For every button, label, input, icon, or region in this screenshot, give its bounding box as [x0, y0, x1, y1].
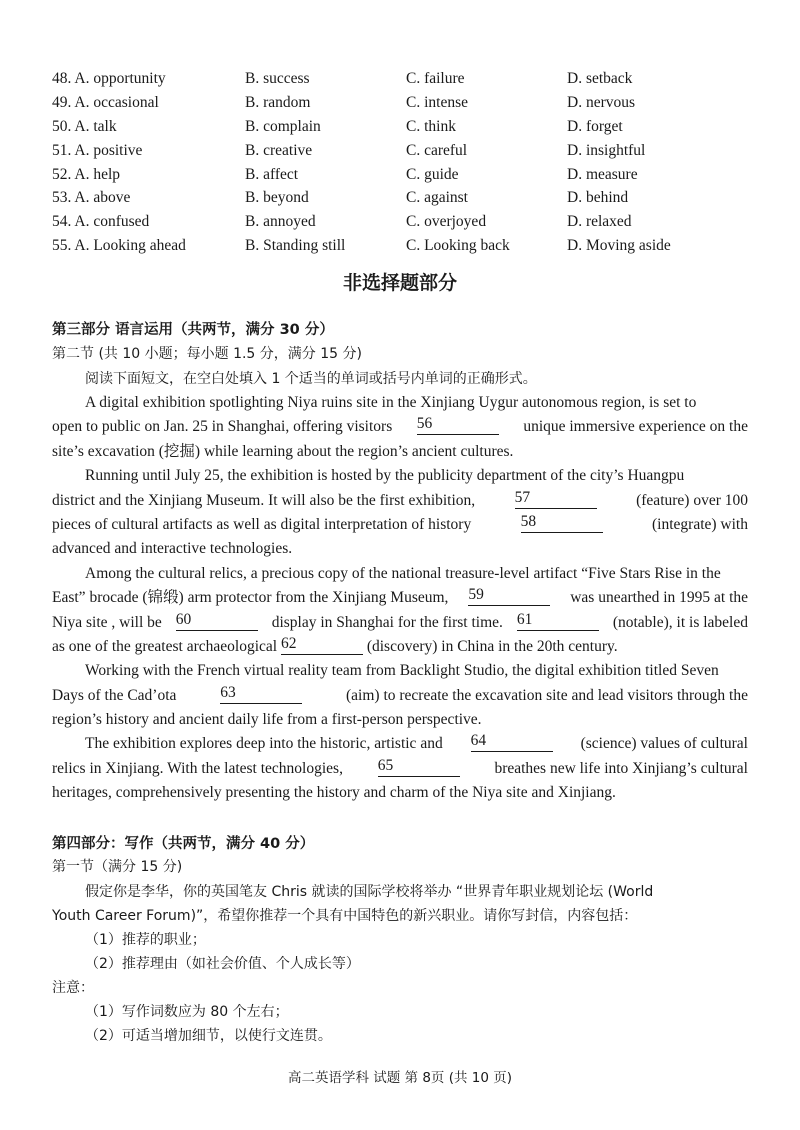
option-c: C. careful: [406, 141, 468, 159]
passage-text: East” brocade (锦缎) arm protector from the Xinjiang Museum,: [52, 589, 449, 607]
option-d: D. setback: [567, 70, 633, 87]
blank-64[interactable]: 64: [471, 732, 553, 752]
options-row-52: [52, 163, 752, 187]
passage-text: Days of the Cad’ota: [52, 686, 177, 704]
passage-text: heritages, comprehensively presenting the history and charm of the Niya site and Xinjiang.: [52, 784, 616, 802]
option-c: C. guide: [406, 165, 459, 183]
passage-line: [52, 757, 748, 781]
option-a: 50. A. talk: [52, 117, 117, 135]
cloze-passage: [52, 391, 748, 806]
option-d: D. Moving aside: [567, 237, 671, 255]
options-row-49: [52, 91, 752, 115]
passage-text: Running until July 25, the exhibition is hosted by the publicity department of the city’s Huangpu: [85, 467, 685, 485]
passage-line: [52, 440, 748, 464]
passage-text: unique immersive experience on the: [523, 418, 748, 436]
options-row-53: [52, 186, 752, 210]
passage-text: as one of the greatest archaeological: [52, 637, 278, 655]
blank-62[interactable]: 62: [281, 635, 363, 655]
blank-56[interactable]: 56: [417, 415, 499, 435]
option-c: C. think: [406, 117, 456, 135]
option-c: C. intense: [406, 93, 468, 111]
passage-text: A digital exhibition spotlighting Niya ruins site in the Xinjiang Uygur autonomous region, is set to: [85, 394, 697, 411]
blank-57[interactable]: 57: [515, 489, 597, 509]
option-b: B. success: [245, 70, 310, 87]
passage-line: [52, 562, 748, 586]
blank-65[interactable]: 65: [378, 757, 460, 777]
part3-subheading: 第二节 (共 10 小题；每小题 1.5 分，满分 15 分): [52, 346, 362, 362]
option-d: D. forget: [567, 117, 623, 135]
option-b: B. complain: [245, 117, 321, 135]
options-row-51: [52, 139, 752, 163]
passage-text: The exhibition explores deep into the historic, artistic and: [85, 735, 443, 753]
option-a: 48. A. opportunity: [52, 70, 166, 87]
passage-text: breathes new life into Xinjiang’s cultural: [494, 759, 748, 777]
page-footer: 高二英语学科 试题 第 8页 (共 10 页): [287, 1070, 513, 1086]
passage-text: display in Shanghai for the first time.: [271, 613, 503, 631]
part4-heading: 第四部分：写作（共两节，满分 40 分）: [52, 836, 315, 852]
section-title: 非选择题部分: [342, 272, 457, 294]
passage-line: [52, 586, 748, 610]
option-d: D. measure: [567, 165, 638, 183]
option-b: B. Standing still: [245, 237, 346, 255]
blank-60[interactable]: 60: [176, 611, 258, 631]
passage-text: was unearthed in 1995 at the: [570, 589, 748, 607]
writing-prompt-line-1: 假定你是李华，你的英国笔友 Chris 就读的国际学校将举办 “世界青年职业规划论坛 (World: [85, 884, 654, 900]
note-label: 注意：: [52, 980, 94, 996]
passage-line: [52, 781, 748, 805]
option-c: C. Looking back: [406, 237, 510, 255]
option-a: 55. A. Looking ahead: [52, 237, 186, 255]
part3-instruction: 阅读下面短文，在空白处填入 1 个适当的单词或括号内单词的正确形式。: [85, 371, 537, 387]
option-b: B. annoyed: [245, 213, 316, 231]
passage-text: Among the cultural relics, a precious copy of the national treasure-level artifact “Five Stars Rise in the: [85, 564, 721, 582]
passage-line: [52, 635, 748, 659]
passage-text: region’s history and ancient daily life from a first-person perspective.: [52, 711, 482, 729]
writing-prompt-line-2: Youth Career Forum)”，希望你推荐一个具有中国特色的新兴职业。请你写封信，内容包括：: [52, 908, 638, 924]
writing-item-1: （1）推荐的职业；: [85, 932, 206, 948]
options-table: [52, 67, 752, 258]
options-row-48: [52, 67, 752, 91]
option-d: D. insightful: [567, 141, 646, 159]
passage-text: pieces of cultural artifacts as well as digital interpretation of history: [52, 515, 472, 533]
passage-line: [52, 513, 748, 537]
passage-line: [52, 415, 748, 439]
passage-text: Niya site , will be: [52, 613, 162, 631]
passage-line: [52, 464, 748, 488]
passage-text: (aim) to recreate the excavation site and lead visitors through the: [346, 686, 748, 704]
options-row-54: [52, 210, 752, 234]
option-c: C. against: [406, 189, 468, 207]
passage-text: Working with the French virtual reality team from Backlight Studio, the digital exhibition titled Seven: [85, 662, 719, 680]
option-b: B. creative: [245, 141, 313, 159]
passage-line: [52, 391, 748, 415]
passage-text: (feature) over 100: [636, 491, 748, 509]
option-b: B. affect: [245, 165, 299, 183]
passage-line: [52, 732, 748, 756]
passage-line: [52, 489, 748, 513]
option-b: B. beyond: [245, 189, 309, 207]
option-a: 53. A. above: [52, 189, 131, 207]
options-row-50: [52, 115, 752, 139]
option-c: C. overjoyed: [406, 213, 487, 231]
option-b: B. random: [245, 93, 311, 111]
part4-subheading: 第一节（满分 15 分): [52, 859, 183, 875]
blank-58[interactable]: 58: [521, 513, 603, 533]
writing-item-2: （2）推荐理由（如社会价值、个人成长等）: [85, 956, 360, 972]
passage-line: [52, 537, 748, 561]
passage-text: relics in Xinjiang. With the latest technologies,: [52, 759, 343, 777]
note-item-1: （1）写作词数应为 80 个左右；: [85, 1004, 289, 1020]
option-a: 51. A. positive: [52, 141, 143, 159]
passage-text: (integrate) with: [652, 515, 748, 533]
option-a: 54. A. confused: [52, 213, 150, 231]
option-d: D. relaxed: [567, 213, 632, 231]
option-a: 52. A. help: [52, 165, 121, 183]
passage-text: (discovery) in China in the 20th century.: [366, 637, 618, 655]
option-d: D. behind: [567, 189, 629, 207]
note-item-2: （2）可适当增加细节，以使行文连贯。: [85, 1028, 332, 1044]
passage-text: district and the Xinjiang Museum. It will also be the first exhibition,: [52, 491, 476, 509]
passage-line: [52, 684, 748, 708]
option-d: D. nervous: [567, 93, 636, 111]
passage-text: open to public on Jan. 25 in Shanghai, offering visitors: [52, 418, 393, 436]
part3-heading: 第三部分 语言运用（共两节，满分 30 分）: [52, 322, 334, 338]
passage-line: [52, 611, 748, 635]
passage-text: advanced and interactive technologies.: [52, 540, 293, 558]
passage-line: [52, 659, 748, 683]
passage-line: [52, 708, 748, 732]
passage-text: (science) values of cultural: [580, 735, 748, 753]
blank-59[interactable]: 59: [468, 586, 550, 606]
option-c: C. failure: [406, 70, 465, 87]
passage-text: (notable), it is labeled: [612, 613, 748, 631]
blank-61[interactable]: 61: [517, 611, 599, 631]
option-a: 49. A. occasional: [52, 93, 159, 111]
blank-63[interactable]: 63: [220, 684, 302, 704]
passage-text: site’s excavation (挖掘) while learning about the region’s ancient cultures.: [52, 442, 514, 460]
options-row-55: [52, 234, 752, 258]
